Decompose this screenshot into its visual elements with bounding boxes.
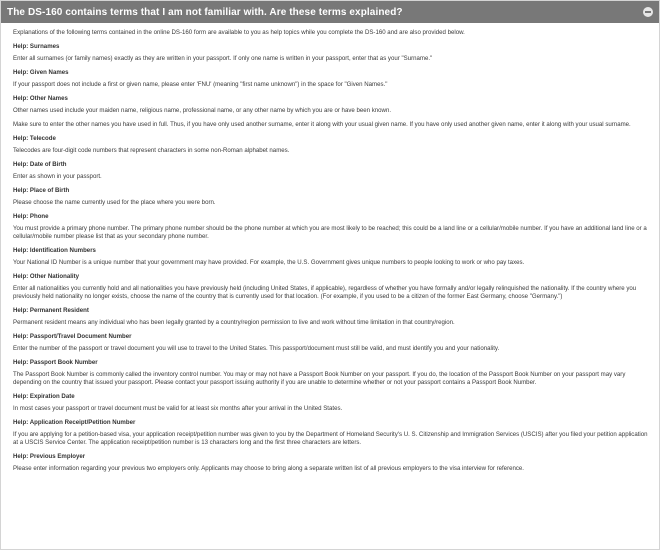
help-text: Telecodes are four-digit code numbers that represent characters in some non-Roman alphabet names. — [13, 147, 290, 154]
collapse-icon[interactable] — [643, 7, 653, 17]
help-text: Enter as shown in your passport. — [13, 173, 102, 180]
help-heading: Help: Permanent Resident — [13, 307, 89, 314]
help-heading: Help: Identification Numbers — [13, 247, 96, 254]
help-text: The Passport Book Number is commonly called the inventory control number. You may or may not have a Passport Book Number on your passport. If you do, the location of the Passport Book Number on your passport may vary depending on the country that issued your passport. Please contact your passport issuing authority if you are unable to determine whether or not your passport contains a Passport Book Number. — [13, 371, 626, 386]
faq-title: The DS-160 contains terms that I am not familiar with. Are these terms explained? — [7, 6, 403, 18]
help-sections — [13, 43, 649, 473]
intro-text: Explanations of the following terms contained in the online DS-160 form are available to you as help topics while you complete the DS-160 and are also provided below. — [13, 29, 465, 36]
help-text: In most cases your passport or travel document must be valid for at least six months after your arrival in the United States. — [13, 405, 343, 412]
help-heading: Help: Other Nationality — [13, 273, 80, 280]
help-text: Make sure to enter the other names you have used in full. Thus, if you have only used another surname, enter it along with your usual given name. If you have only used another given name, enter it along with your usual surname. — [13, 121, 631, 128]
help-heading: Help: Place of Birth — [13, 187, 70, 194]
help-text: If you are applying for a petition-based visa, your application receipt/petition number was given to you by the Department of Homeland Security's U. S. Citizenship and Immigration Services (USCIS) after you filed your petition application at a USCIS Service Center. The application receipt/petition number is 13 characters long and the first three characters are letters. — [13, 431, 648, 446]
help-text: Please choose the name currently used for the place where you were born. — [13, 199, 216, 206]
help-heading: Help: Other Names — [13, 95, 68, 102]
help-text: Please enter information regarding your previous two employers only. Applicants may choose to bring along a separate written list of all previous employers to the visa interview for reference. — [13, 465, 525, 472]
help-heading: Help: Telecode — [13, 135, 56, 142]
help-text: Your National ID Number is a unique number that your government may have provided. For example, the U.S. Government gives unique numbers to people looking to work or who pay taxes. — [13, 259, 525, 266]
faq-header[interactable] — [1, 1, 659, 23]
help-heading: Help: Given Names — [13, 69, 69, 76]
help-heading: Help: Application Receipt/Petition Number — [13, 419, 136, 426]
help-heading: Help: Surnames — [13, 43, 60, 50]
faq-content — [1, 23, 659, 473]
help-heading: Help: Phone — [13, 213, 49, 220]
help-heading: Help: Date of Birth — [13, 161, 67, 168]
help-text: Permanent resident means any individual who has been legally granted by a country/region permission to live and work without time limitation in that country/region. — [13, 319, 455, 326]
help-text: Enter the number of the passport or travel document you will use to travel to the United States. This passport/document must still be valid, and must identify you and your nationality. — [13, 345, 500, 352]
help-text: Enter all surnames (or family names) exactly as they are written in your passport. If only one name is written in your passport, enter that as your "Surname." — [13, 55, 433, 62]
help-heading: Help: Passport/Travel Document Number — [13, 333, 132, 340]
help-text: You must provide a primary phone number. The primary phone number should be the phone number at which you are most likely to be reached; this could be a land line or a cellular/mobile number. If you have an additional land line or a cellular/mobile number please list that as your secondary phone number. — [13, 225, 647, 240]
help-heading: Help: Passport Book Number — [13, 359, 98, 366]
help-text: Other names used include your maiden name, religious name, professional name, or any other name by which you are or have been known. — [13, 107, 392, 114]
help-text: If your passport does not include a first or given name, please enter 'FNU' (meaning "first name unknown") in the space for "Given Names." — [13, 81, 388, 88]
help-heading: Help: Previous Employer — [13, 453, 86, 460]
help-heading: Help: Expiration Date — [13, 393, 75, 400]
help-text: Enter all nationalities you currently hold and all nationalities you have previously held (including United States, if applicable), regardless of whether you have formally and/or legally relinquished the nationality. If the country where you previously held nationality no longer exists, choose the name of the country that is currently used for that location. (For example, if you used to be a citizen of the former East Germany, choose "Germany.") — [13, 285, 637, 300]
